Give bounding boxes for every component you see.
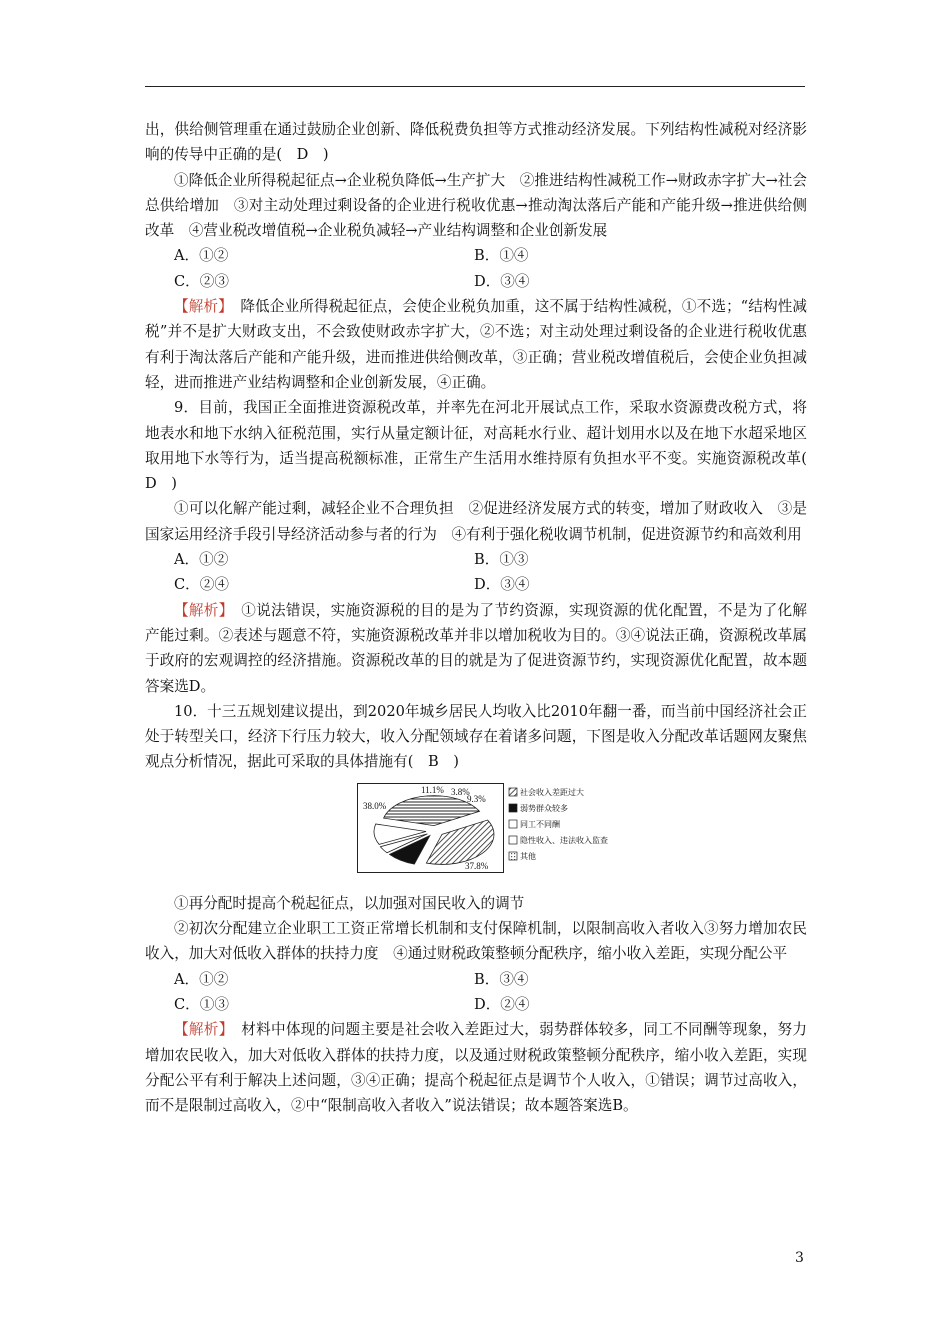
q8-option-b[interactable]: B．①④	[474, 247, 529, 265]
q8-option-d[interactable]: D．③④	[474, 272, 530, 290]
pie-slice-label-2: 9.3%	[467, 793, 486, 804]
q10-option-d[interactable]: D．②④	[474, 995, 530, 1013]
pie-chart	[357, 783, 608, 873]
q10-analysis-text: 材料中体现的问题主要是社会收入差距过大，弱势群体较多，同工不同酬等现象，努力增加农民收入，加大对低收入群体的扶持力度，以及通过财税政策整顿分配秩序，缩小收入差距，实现分配公平有利于解决上述问题，③④正确；提高个税起征点是调节个人收入，①错误；调节过高收入，而不是限制过高收入，②中“限制高收入者收入”说法错误；故本题答案选B。	[145, 1021, 807, 1115]
analysis-tag: 【解析】	[174, 601, 227, 619]
q9-statements: ①可以化解产能过剩，减轻企业不合理负担 ②促进经济发展方式的转变，增加了财政收入 ③是国家运用经济手段引导经济活动参与者的行为 ④有利于强化税收调节机制，促进资源节约和高效利用	[145, 500, 807, 543]
q8-options-row-1	[145, 243, 807, 268]
page-number: 3	[795, 1250, 804, 1266]
q10-option-a[interactable]: A．①②	[174, 970, 229, 988]
pie-slice-label-1: 37.8%	[465, 860, 489, 871]
q10-option-b[interactable]: B．③④	[474, 970, 529, 988]
legend-label-3: 同工不同酬	[520, 819, 560, 829]
q8-analysis-text: 降低企业所得税起征点，会使企业税负加重，这不属于结构性减税，①不选；“结构性减税”并不是扩大财政支出，不会致使财政赤字扩大，②不选；对主动处理过剩设备的企业进行税收优惠有利于淘汰落后产能和产能升级，进而推进供给侧改革，③正确；营业税改增值税后，会使企业负担减轻，进而推进产业结构调整和企业创新发展，④正确。	[145, 298, 808, 391]
legend-swatch-5	[509, 852, 517, 860]
q10-statement-1: ①再分配时提高个税起征点，以加强对国民收入的调节	[174, 894, 525, 912]
q9-stem: 9．目前，我国正全面推进资源税改革，并率先在河北开展试点工作，采取水资源费改税方式，将地表水和地下水纳入征税范围，实行从量定额计征，对高耗水行业、超计划用水以及在地下水超采地区取用地下水等行为，适当提高税额标准，正常生产生活用水维持原有负担水平不变。实施资源税改革( D )	[145, 399, 822, 493]
q8-statements: ①降低企业所得税起征点→企业税负降低→生产扩大 ②推进结构性减税工作→财政赤字扩大→社会总供给增加 ③对主动处理过剩设备的企业进行税收优惠→推动淘汰落后产能和产能升级→推进供给侧改革 ④营业税改增值税→企业税负减轻→产业结构调整和企业创新发展	[145, 171, 807, 240]
legend-swatch-2	[509, 804, 517, 812]
q10-statement-2: ②初次分配建立企业职工工资正常增长机制和支付保障机制，以限制高收入者收入③努力增加农民收入，加大对低收入群体的扶持力度 ④通过财税政策整顿分配秩序，缩小收入差距，实现分配公平	[145, 920, 807, 963]
q9-options-row-1	[145, 547, 807, 572]
q10-options-row-1	[145, 967, 807, 992]
q8-analysis	[145, 294, 807, 395]
legend-swatch-1	[509, 788, 517, 796]
legend-swatch-4	[509, 836, 517, 844]
page-content	[145, 117, 822, 1118]
q10-options-row-2	[145, 992, 807, 1017]
q9-analysis-text: ①说法错误，实施资源税的目的是为了节约资源，实现资源的优化配置，不是为了化解产能过剩。②表述与题意不符，实施资源税改革并非以增加税收为目的。③④说法正确，资源税改革属于政府的宏观调控的经济措施。资源税改革的目的就是为了促进资源节约，实现资源优化配置，故本题答案选D。	[145, 601, 807, 695]
pie-chart-figure	[145, 783, 807, 885]
q10-stem: 10．十三五规划建议提出，到2020年城乡居民人均收入比2010年翻一番，而当前中国经济社会正处于转型关口，经济下行压力较大，收入分配领域存在着诸多问题，下图是收入分配改革话题网友聚焦观点分析情况，据此可采取的具体措施有( B )	[145, 702, 807, 771]
analysis-tag: 【解析】	[174, 1021, 227, 1039]
q9-option-c[interactable]: C．②④	[174, 576, 229, 594]
pie-slice-label-5: 38.0%	[363, 800, 387, 811]
legend-label-1: 社会收入差距过大	[520, 787, 584, 797]
q9-option-d[interactable]: D．③④	[474, 576, 530, 594]
legend-label-5: 其他	[520, 851, 536, 861]
legend-swatch-3	[509, 820, 517, 828]
q9-option-a[interactable]: A．①②	[174, 551, 229, 569]
legend-label-2: 弱势群众较多	[520, 803, 568, 813]
analysis-tag: 【解析】	[174, 298, 226, 316]
header-rule	[145, 86, 805, 87]
q9-analysis	[145, 598, 807, 699]
q9-option-b[interactable]: B．①③	[474, 551, 529, 569]
q10-option-c[interactable]: C．①③	[174, 995, 229, 1013]
pie-slice-label-4: 11.1%	[421, 784, 444, 795]
q8-stem: 出，供给侧管理重在通过鼓励企业创新、降低税费负担等方式推动经济发展。下列结构性减税对经济影响的传导中正确的是( D )	[145, 121, 807, 164]
q8-option-c[interactable]: C．②③	[174, 272, 229, 290]
q9-options-row-2	[145, 572, 807, 597]
pie-slice-label-3: 3.8%	[451, 786, 470, 797]
q8-options-row-2	[145, 269, 807, 294]
legend-label-4: 隐性收入、违法收入监查	[520, 835, 608, 845]
q10-analysis	[145, 1017, 807, 1118]
q8-option-a[interactable]: A．①②	[174, 247, 229, 265]
